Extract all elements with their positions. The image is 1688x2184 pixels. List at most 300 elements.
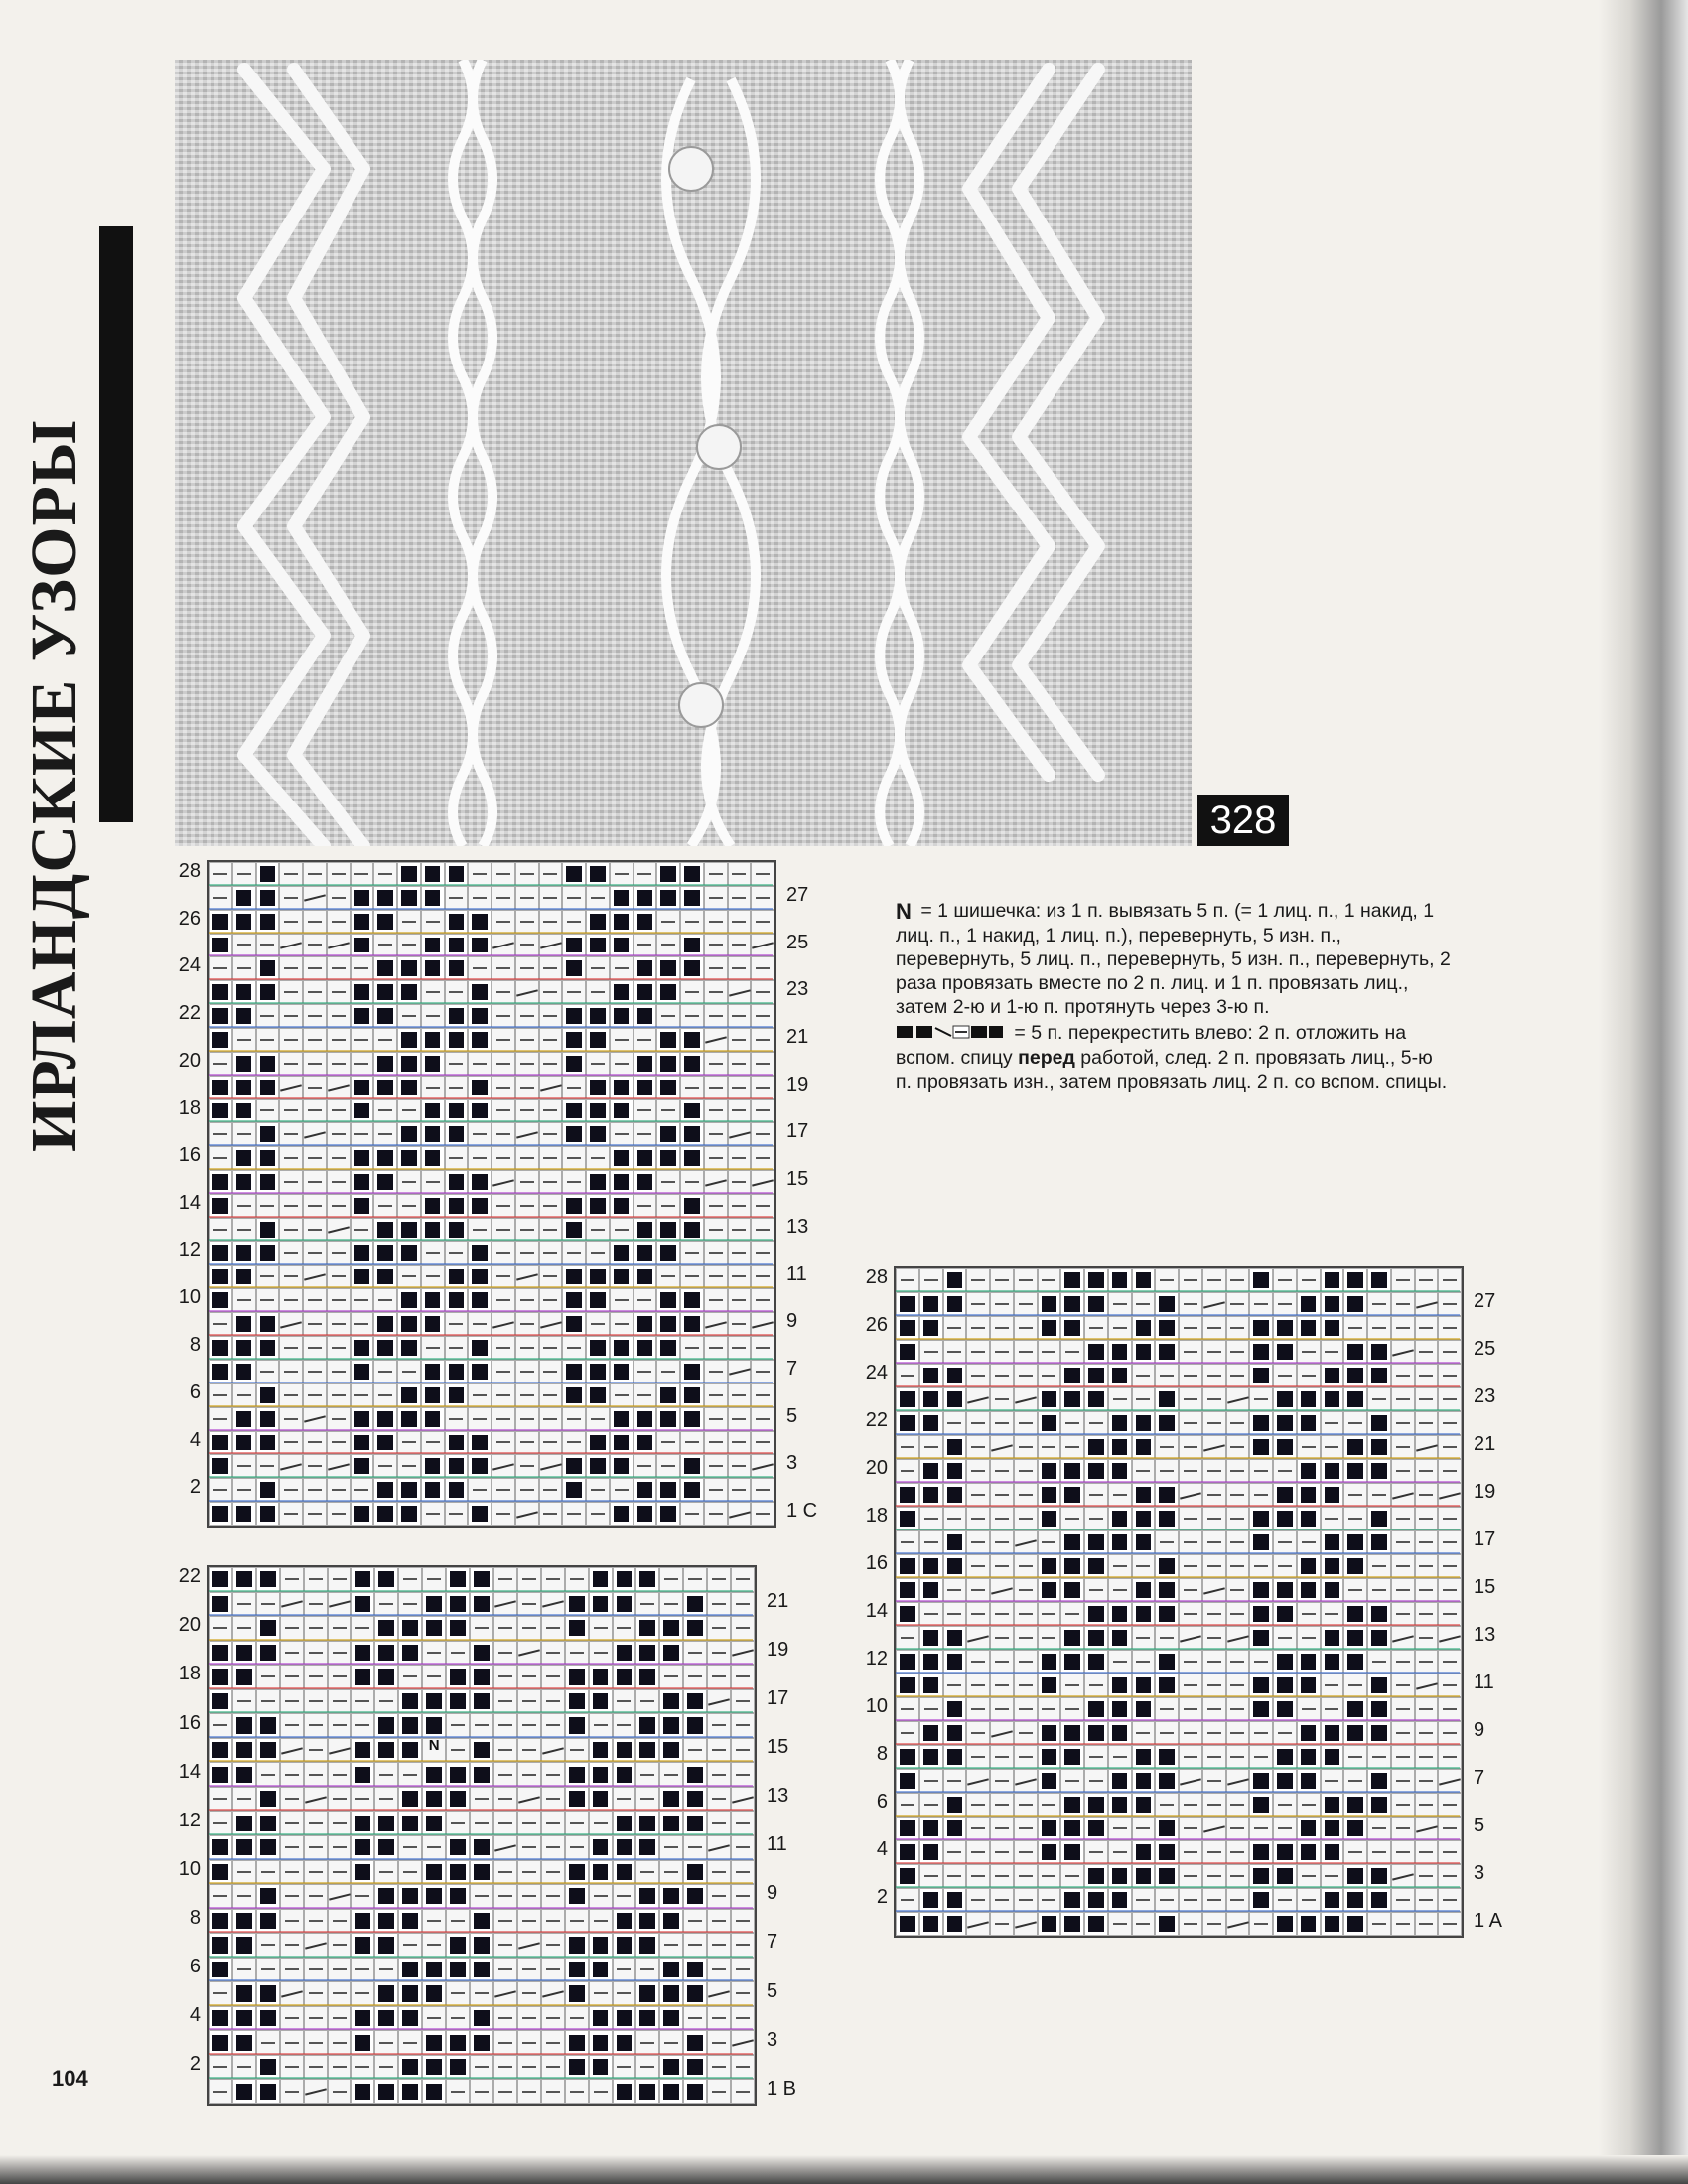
chart-cell	[1179, 1507, 1202, 1530]
chart-cell	[966, 1578, 990, 1602]
chart-cell	[398, 2006, 422, 2031]
chart-cell	[586, 1052, 610, 1076]
chart-row-line	[896, 1886, 1460, 1888]
chart-cell	[470, 1641, 493, 1666]
chart-cell	[1179, 1530, 1202, 1554]
row-number-left: 12	[178, 1809, 201, 1831]
chart-cell	[328, 1689, 352, 1714]
chart-cell	[515, 934, 539, 957]
chart-cell	[209, 1288, 232, 1312]
chart-cell	[1321, 1602, 1344, 1626]
chart-cell	[1273, 1745, 1297, 1769]
chart-cell	[256, 1241, 280, 1265]
chart-cell	[896, 1387, 919, 1411]
chart-cell	[541, 1909, 565, 1934]
chart-cell	[707, 1884, 731, 1909]
chart-row-line	[209, 1907, 753, 1909]
chart-cell	[1084, 1554, 1108, 1578]
chart-cell	[1226, 1316, 1250, 1340]
chart-cell	[279, 1004, 303, 1028]
chart-cell	[610, 956, 633, 980]
chart-cell	[1084, 1483, 1108, 1507]
chart-cell	[731, 2006, 755, 2031]
chart-cell	[1297, 1721, 1321, 1745]
chart-cell	[256, 1933, 280, 1958]
chart-cell	[232, 1811, 256, 1835]
row-number-right: 15	[767, 1736, 789, 1759]
chart-cell	[751, 1502, 774, 1526]
row-number-left: 8	[876, 1743, 888, 1765]
chart-cell	[232, 1170, 256, 1194]
chart-row-line	[896, 1529, 1460, 1530]
chart-cell	[896, 1602, 919, 1626]
chart-cell	[1132, 1387, 1156, 1411]
chart-cell	[1179, 1745, 1202, 1769]
chart-cell	[327, 1194, 351, 1218]
chart-cell	[1249, 1459, 1273, 1483]
chart-cell	[256, 1076, 280, 1099]
chart-cell	[565, 1884, 589, 1909]
chart-cell	[303, 1241, 327, 1265]
chart-cell	[351, 1502, 374, 1526]
chart-a	[865, 1266, 1549, 1934]
chart-row-line	[209, 1263, 773, 1265]
chart-cell	[539, 1312, 563, 1336]
row-number-left: 4	[189, 2004, 201, 2027]
chart-cell	[541, 1811, 565, 1835]
chart-cell	[613, 1592, 636, 1617]
chart-cell	[990, 1554, 1014, 1578]
chart-cell	[751, 956, 774, 980]
chart-cell	[1038, 1793, 1061, 1817]
chart-cell	[1014, 1268, 1038, 1292]
chart-cell	[256, 1383, 280, 1407]
chart-cell	[562, 1052, 586, 1076]
chart-cell	[589, 1616, 613, 1641]
chart-cell	[256, 1502, 280, 1526]
chart-cell	[990, 1626, 1014, 1650]
row-number-left: 14	[865, 1600, 888, 1622]
chart-cell	[1014, 1650, 1038, 1674]
chart-cell	[1438, 1387, 1462, 1411]
chart-cell	[680, 1146, 704, 1170]
chart-cell	[492, 1265, 515, 1289]
chart-cell	[1391, 1912, 1415, 1936]
chart-cell	[374, 1738, 398, 1763]
chart-cell	[421, 1360, 445, 1383]
chart-cell	[1132, 1340, 1156, 1364]
chart-cell	[1391, 1793, 1415, 1817]
chart-cell	[445, 1407, 469, 1431]
page-bottom-shadow	[0, 2155, 1688, 2184]
chart-cell	[1060, 1578, 1084, 1602]
chart-cell	[374, 1981, 398, 2006]
chart-cell	[209, 1004, 232, 1028]
chart-cell	[1060, 1387, 1084, 1411]
chart-cell	[539, 1383, 563, 1407]
chart-cell	[351, 1122, 374, 1146]
chart-cell	[1202, 1817, 1226, 1840]
chart-cell	[610, 886, 633, 910]
chart-cell	[539, 862, 563, 886]
chart-cell	[470, 1762, 493, 1787]
chart-cell	[422, 2055, 446, 2080]
chart-cell	[943, 1817, 967, 1840]
chart-cell	[539, 1431, 563, 1455]
chart-cell	[446, 1738, 470, 1763]
chart-cell	[1179, 1364, 1202, 1387]
chart-cell	[1226, 1602, 1250, 1626]
chart-cell	[373, 1146, 397, 1170]
chart-cell	[1367, 1507, 1391, 1530]
chart-cell	[990, 1840, 1014, 1864]
chart-cell	[1321, 1435, 1344, 1459]
chart-cell	[256, 1360, 280, 1383]
chart-cell	[539, 1502, 563, 1526]
chart-cell	[1202, 1888, 1226, 1912]
chart-cell	[232, 1502, 256, 1526]
chart-cell	[422, 1860, 446, 1885]
chart-cell	[373, 934, 397, 957]
chart-cell	[1415, 1435, 1439, 1459]
row-number-right: 25	[786, 931, 809, 953]
chart-cell	[517, 1787, 541, 1812]
chart-cell	[1249, 1674, 1273, 1697]
chart-cell	[1273, 1340, 1297, 1364]
chart-cell	[707, 1787, 731, 1812]
chart-row-line	[896, 1409, 1460, 1411]
chart-cell	[446, 1762, 470, 1787]
chart-cell	[1297, 1578, 1321, 1602]
chart-cell	[256, 1431, 280, 1455]
chart-cell	[1321, 1483, 1344, 1507]
chart-cell	[586, 1454, 610, 1478]
chart-cell	[633, 1265, 657, 1289]
chart-grid	[207, 1565, 757, 2106]
chart-cell	[586, 1431, 610, 1455]
chart-cell	[468, 1218, 492, 1241]
chart-cell	[397, 1076, 421, 1099]
chart-cell	[256, 1478, 280, 1502]
chart-row-line	[209, 1074, 773, 1076]
chart-cell	[445, 910, 469, 934]
chart-cell	[1060, 1292, 1084, 1316]
chart-cell	[990, 1912, 1014, 1936]
chart-cell	[374, 1665, 398, 1689]
chart-b	[178, 1565, 842, 2102]
chart-cell	[683, 1738, 707, 1763]
chart-cell	[1014, 1364, 1038, 1387]
chart-cell	[232, 2030, 256, 2055]
chart-cell	[445, 1099, 469, 1123]
chart-cell	[303, 1146, 327, 1170]
chart-cell	[1060, 1411, 1084, 1435]
chart-cell	[232, 1762, 256, 1787]
chart-cell	[919, 1459, 943, 1483]
chart-cell	[351, 1958, 374, 1982]
chart-cell	[327, 1478, 351, 1502]
chart-cell	[1343, 1674, 1367, 1697]
chart-cell	[279, 886, 303, 910]
chart-cell	[943, 1530, 967, 1554]
chart-cell	[446, 1641, 470, 1666]
chart-cell	[896, 1578, 919, 1602]
chart-cell	[445, 1383, 469, 1407]
chart-cell	[589, 1567, 613, 1592]
chart-cell	[1249, 1554, 1273, 1578]
chart-cell	[656, 1288, 680, 1312]
chart-cell	[1391, 1840, 1415, 1864]
chart-cell	[515, 1478, 539, 1502]
chart-cell	[492, 1218, 515, 1241]
chart-cell	[1084, 1912, 1108, 1936]
chart-cell	[421, 1454, 445, 1478]
chart-cell	[990, 1888, 1014, 1912]
chart-cell	[1084, 1793, 1108, 1817]
chart-cell	[493, 2030, 517, 2055]
chart-cell	[256, 1811, 280, 1835]
chart-cell	[586, 1502, 610, 1526]
chart-cell	[1249, 1650, 1273, 1674]
chart-cell	[633, 1407, 657, 1431]
chart-cell	[633, 1170, 657, 1194]
chart-cell	[610, 1146, 633, 1170]
chart-cell	[1108, 1268, 1132, 1292]
chart-row-line	[209, 1833, 753, 1835]
chart-cell	[232, 1713, 256, 1738]
chart-cell	[586, 1099, 610, 1123]
chart-row-line	[896, 1791, 1460, 1793]
chart-cell	[896, 1674, 919, 1697]
chart-cell	[493, 1689, 517, 1714]
row-number-right: 21	[1474, 1433, 1496, 1455]
chart-cell	[1438, 1721, 1462, 1745]
chart-cell	[515, 1241, 539, 1265]
chart-cell	[328, 1592, 352, 1617]
chart-cell	[256, 1454, 280, 1478]
chart-cell	[943, 1411, 967, 1435]
chart-cell	[751, 1288, 774, 1312]
chart-cell	[446, 1713, 470, 1738]
chart-cell	[659, 1592, 683, 1617]
chart-cell	[1415, 1674, 1439, 1697]
chart-cell	[397, 1028, 421, 1052]
chart-cell	[589, 1738, 613, 1763]
chart-cell	[1249, 1364, 1273, 1387]
chart-cell	[256, 1407, 280, 1431]
chart-cell	[633, 1383, 657, 1407]
chart-cell	[659, 1860, 683, 1885]
chart-cell	[493, 1592, 517, 1617]
chart-cell	[445, 1431, 469, 1455]
chart-cell	[896, 1840, 919, 1864]
chart-cell	[565, 1641, 589, 1666]
chart-cell	[1415, 1697, 1439, 1721]
chart-cell	[539, 1218, 563, 1241]
chart-row-line	[896, 1719, 1460, 1721]
chart-cell	[1438, 1864, 1462, 1888]
chart-cell	[397, 1170, 421, 1194]
chart-cell	[1343, 1316, 1367, 1340]
chart-cell	[1038, 1340, 1061, 1364]
chart-cell	[256, 1052, 280, 1076]
chart-cell	[656, 1407, 680, 1431]
chart-cell	[470, 1665, 493, 1689]
row-number-right: 19	[786, 1073, 809, 1095]
chart-cell	[704, 956, 728, 980]
chart-cell	[966, 1483, 990, 1507]
row-number-left: 22	[178, 1002, 201, 1025]
chart-cell	[1343, 1554, 1367, 1578]
chart-cell	[728, 980, 752, 1004]
chart-cell	[635, 1592, 659, 1617]
chart-cell	[896, 1769, 919, 1793]
chart-cell	[565, 1835, 589, 1860]
row-number-right: 23	[1474, 1385, 1496, 1407]
chart-cell	[1297, 1626, 1321, 1650]
chart-cell	[610, 1194, 633, 1218]
chart-cell	[279, 1076, 303, 1099]
chart-cell	[1415, 1459, 1439, 1483]
chart-cell	[1132, 1840, 1156, 1864]
chart-cell	[280, 1981, 304, 2006]
chart-cell	[304, 1738, 328, 1763]
chart-cell	[731, 2055, 755, 2080]
chart-cell	[446, 1665, 470, 1689]
chart-cell	[422, 1787, 446, 1812]
chart-cell	[1391, 1697, 1415, 1721]
chart-cell	[492, 910, 515, 934]
chart-cell	[515, 1360, 539, 1383]
chart-cell	[373, 1454, 397, 1478]
chart-cell	[209, 1502, 232, 1526]
chart-cell	[517, 2055, 541, 2080]
chart-cell	[1155, 1459, 1179, 1483]
chart-cell	[398, 1981, 422, 2006]
chart-cell	[209, 1076, 232, 1099]
chart-cell	[586, 886, 610, 910]
chart-cell	[1038, 1507, 1061, 1530]
row-number-right: 13	[767, 1785, 789, 1808]
chart-cell	[304, 1665, 328, 1689]
chart-cell	[1060, 1674, 1084, 1697]
chart-cell	[1108, 1674, 1132, 1697]
chart-cell	[610, 1312, 633, 1336]
chart-cell	[351, 1478, 374, 1502]
chart-cell	[398, 1713, 422, 1738]
chart-cell	[1155, 1578, 1179, 1602]
chart-cell	[990, 1578, 1014, 1602]
chart-cell	[1367, 1578, 1391, 1602]
chart-cell	[1415, 1483, 1439, 1507]
chart-cell	[468, 1336, 492, 1360]
chart-row-line	[896, 1433, 1460, 1435]
chart-cell	[680, 1052, 704, 1076]
chart-cell	[1108, 1364, 1132, 1387]
chart-cell	[1297, 1459, 1321, 1483]
chart-cell	[562, 1502, 586, 1526]
chart-cell	[1438, 1316, 1462, 1340]
chart-cell	[990, 1435, 1014, 1459]
chart-cell	[1343, 1459, 1367, 1483]
chart-cell	[232, 1665, 256, 1689]
chart-cell	[1108, 1387, 1132, 1411]
chart-cell	[397, 1265, 421, 1289]
chart-cell	[1084, 1745, 1108, 1769]
chart-cell	[943, 1674, 967, 1697]
chart-cell	[1014, 1697, 1038, 1721]
chart-cell	[589, 1933, 613, 1958]
row-number-left: 10	[178, 1857, 201, 1880]
chart-cell	[351, 1811, 374, 1835]
chart-cell	[704, 1336, 728, 1360]
chart-cell	[1367, 1435, 1391, 1459]
chart-cell	[232, 1122, 256, 1146]
chart-cell	[422, 1616, 446, 1641]
chart-cell	[468, 1407, 492, 1431]
chart-cell	[1321, 1697, 1344, 1721]
chart-cell	[209, 862, 232, 886]
chart-cell	[896, 1864, 919, 1888]
chart-cell	[515, 910, 539, 934]
chart-cell	[1273, 1268, 1297, 1292]
chart-cell	[470, 2055, 493, 2080]
chart-cell	[990, 1697, 1014, 1721]
chart-cell	[279, 1218, 303, 1241]
chart-cell	[517, 1860, 541, 1885]
chart-cell	[1179, 1578, 1202, 1602]
chart-cell	[562, 1454, 586, 1478]
chart-cell	[1132, 1554, 1156, 1578]
chart-cell	[1249, 1292, 1273, 1316]
chart-cell	[1321, 1626, 1344, 1650]
chart-cell	[1391, 1435, 1415, 1459]
chart-row-line	[209, 1192, 773, 1194]
chart-cell	[1202, 1912, 1226, 1936]
chart-cell	[517, 1567, 541, 1592]
chart-cell	[680, 1122, 704, 1146]
chart-cell	[728, 1028, 752, 1052]
chart-cell	[1060, 1793, 1084, 1817]
chart-cell	[493, 1738, 517, 1763]
chart-cell	[680, 886, 704, 910]
chart-cell	[351, 1933, 374, 1958]
chart-cell	[1391, 1626, 1415, 1650]
chart-cell	[683, 2030, 707, 2055]
chart-cell	[280, 1738, 304, 1763]
chart-cell	[327, 1099, 351, 1123]
chart-cell	[280, 1762, 304, 1787]
chart-cell	[470, 1884, 493, 1909]
chart-cell	[1226, 1793, 1250, 1817]
chart-row-line	[209, 1026, 773, 1028]
chart-cell	[468, 1052, 492, 1076]
chart-row-line	[896, 1672, 1460, 1674]
chart-cell	[232, 2055, 256, 2080]
title-bar	[99, 226, 133, 822]
chart-cell	[373, 1241, 397, 1265]
chart-cell	[613, 1567, 636, 1592]
chart-cell	[1249, 1817, 1273, 1840]
chart-cell	[1108, 1864, 1132, 1888]
chart-cell	[707, 1616, 731, 1641]
chart-cell	[919, 1793, 943, 1817]
chart-cell	[1273, 1483, 1297, 1507]
chart-cell	[468, 1360, 492, 1383]
chart-cell	[728, 1004, 752, 1028]
chart-cell	[633, 1004, 657, 1028]
chart-cell	[728, 1383, 752, 1407]
